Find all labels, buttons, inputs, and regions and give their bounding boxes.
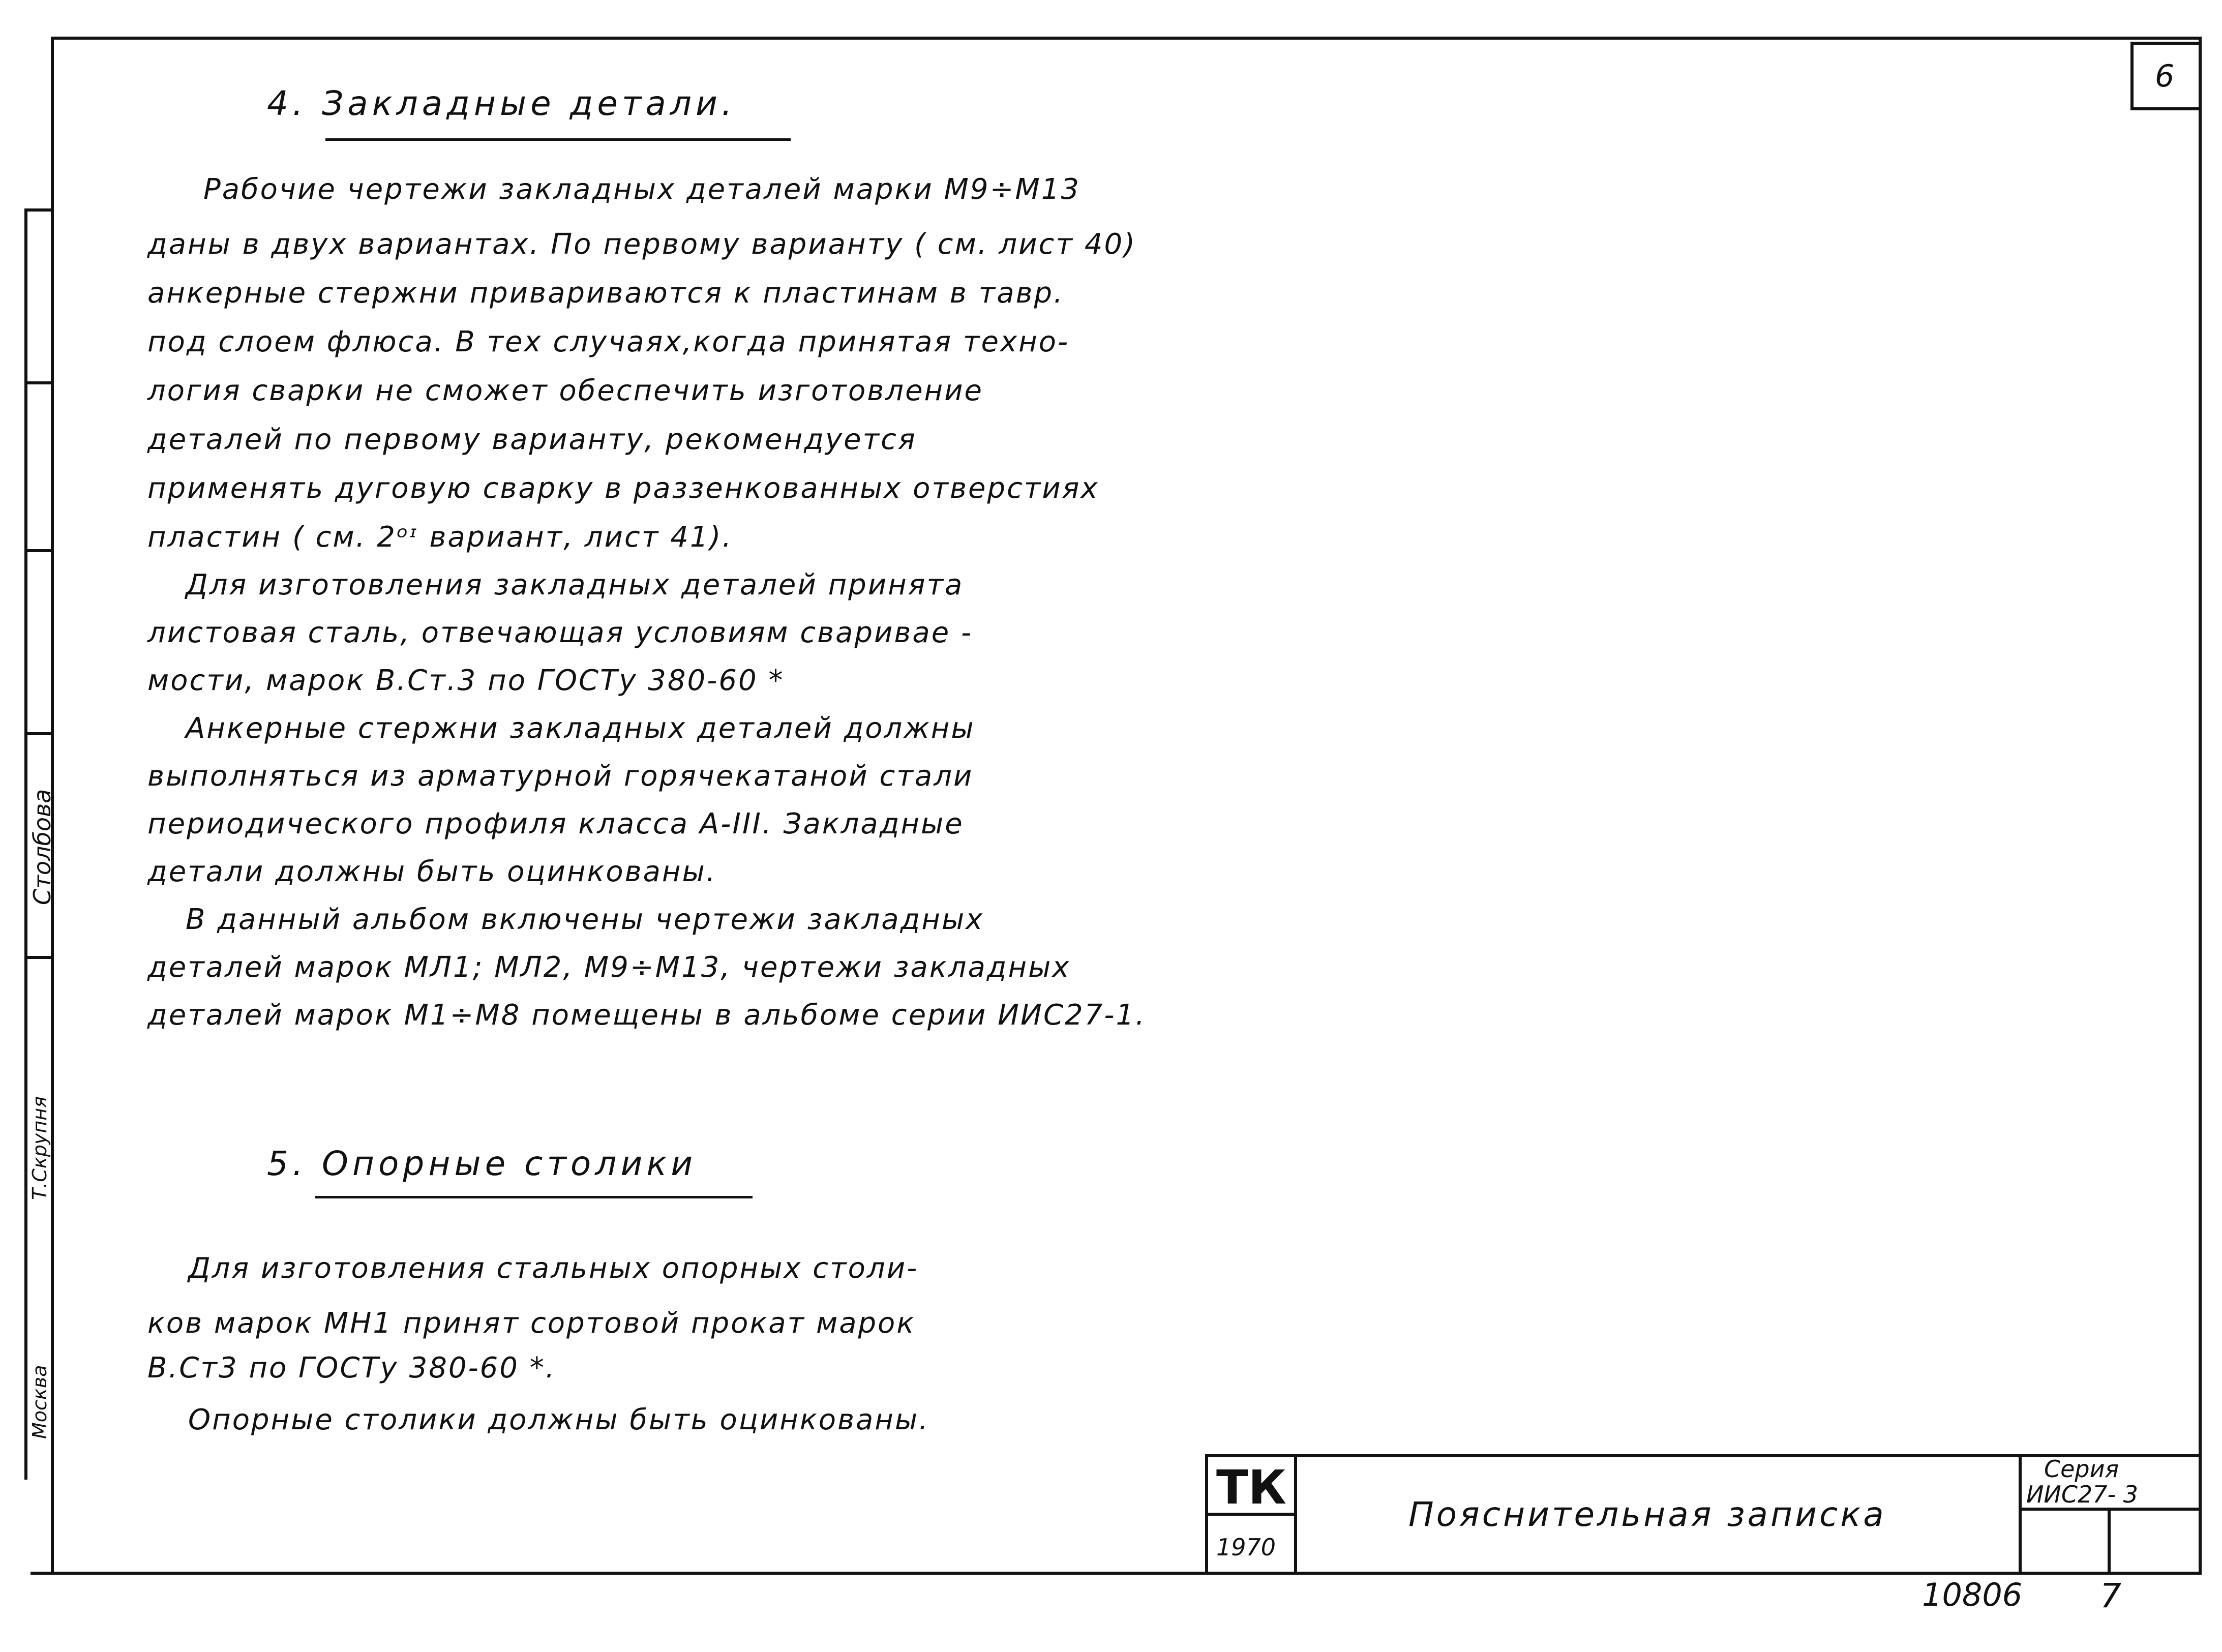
series-value: ИИС27- 3 [2026, 1481, 2138, 1508]
inventory-number: 10806 [1922, 1576, 2023, 1613]
frame-top-border [51, 37, 2202, 40]
section-4-line: деталей марок М1÷М8 помещены в альбоме серии ИИС27-1. [147, 999, 1146, 1032]
document-title: Пояснительная записка [1408, 1495, 1886, 1534]
section-5-line: В.Ст3 по ГОСТу 380-60 *. [147, 1351, 556, 1385]
section-4-line: деталей марок МЛ1; МЛ2, М9÷М13, чертежи закладных [147, 951, 1071, 984]
series-label: Серия [2044, 1455, 2119, 1483]
margin-tick [24, 208, 54, 212]
section-5-line: Опорные столики должны быть оцинкованы. [188, 1403, 929, 1436]
section-4-line: В данный альбом включены чертежи закладных [186, 903, 984, 936]
org-code: ТК [1216, 1460, 1286, 1515]
section-5-line: Для изготовления стальных опорных столи- [188, 1252, 919, 1285]
year: 1970 [1216, 1534, 1276, 1561]
sheet-number: 7 [2100, 1576, 2121, 1615]
section-4-line: пластин ( см. 2ᵒᶦ вариант, лист 41). [147, 521, 733, 554]
section-5-heading: 5. Опорные столики [267, 1144, 697, 1183]
section-4-line: под слоем флюса. В тех случаях,когда принятая техно- [147, 325, 1070, 358]
section-4-line: Для изготовления закладных деталей принята [186, 568, 964, 602]
section-5-heading-underline [315, 1196, 753, 1198]
margin-stamp-1: Столбова [28, 789, 56, 905]
title-block-divider [2108, 1508, 2111, 1575]
margin-tick [24, 732, 54, 735]
margin-tick [24, 956, 54, 959]
section-4-line: мости, марок В.Ст.3 по ГОСТу 380-60 * [147, 664, 785, 697]
section-4-line: применять дуговую сварку в раззенкованных отверстиях [147, 472, 1099, 505]
section-4-heading-underline [325, 138, 791, 141]
title-block-divider [1294, 1454, 1297, 1575]
section-4-line: анкерные стержни привариваются к пластинам в тавр. [147, 277, 1064, 310]
section-4-line: логия сварки не сможет обеспечить изготовление [147, 374, 983, 407]
title-block-divider [2019, 1454, 2022, 1575]
section-4-line: Рабочие чертежи закладных деталей марки М9÷М13 [203, 173, 1081, 206]
section-4-line: детали должны быть оцинкованы. [147, 855, 717, 888]
frame-right-border [2199, 37, 2202, 1575]
section-4-line: деталей по первому варианту, рекомендуется [147, 423, 917, 456]
margin-stamp-2: Т.Скрупня [28, 1096, 51, 1200]
margin-stamp-line [24, 208, 27, 1480]
margin-stamp-3: Москва [28, 1365, 51, 1439]
section-4-line: листовая сталь, отвечающая условиям свариваe - [147, 616, 973, 649]
section-4-line: периодического профиля класса А-III. Закладные [147, 807, 964, 840]
section-4-heading: 4. Закладные детали. [267, 84, 736, 123]
margin-tick [24, 549, 54, 552]
section-4-line: даны в двух вариантах. По первому варианту ( см. лист 40) [147, 228, 1136, 261]
margin-tick [24, 381, 54, 384]
section-4-line: выполняться из арматурной горячекатаной стали [147, 760, 974, 793]
section-5-line: ков марок МН1 принят сортовой прокат марок [147, 1307, 916, 1340]
page-number: 6 [2155, 58, 2175, 94]
section-4-line: Анкерные стержни закладных деталей должны [186, 712, 975, 745]
